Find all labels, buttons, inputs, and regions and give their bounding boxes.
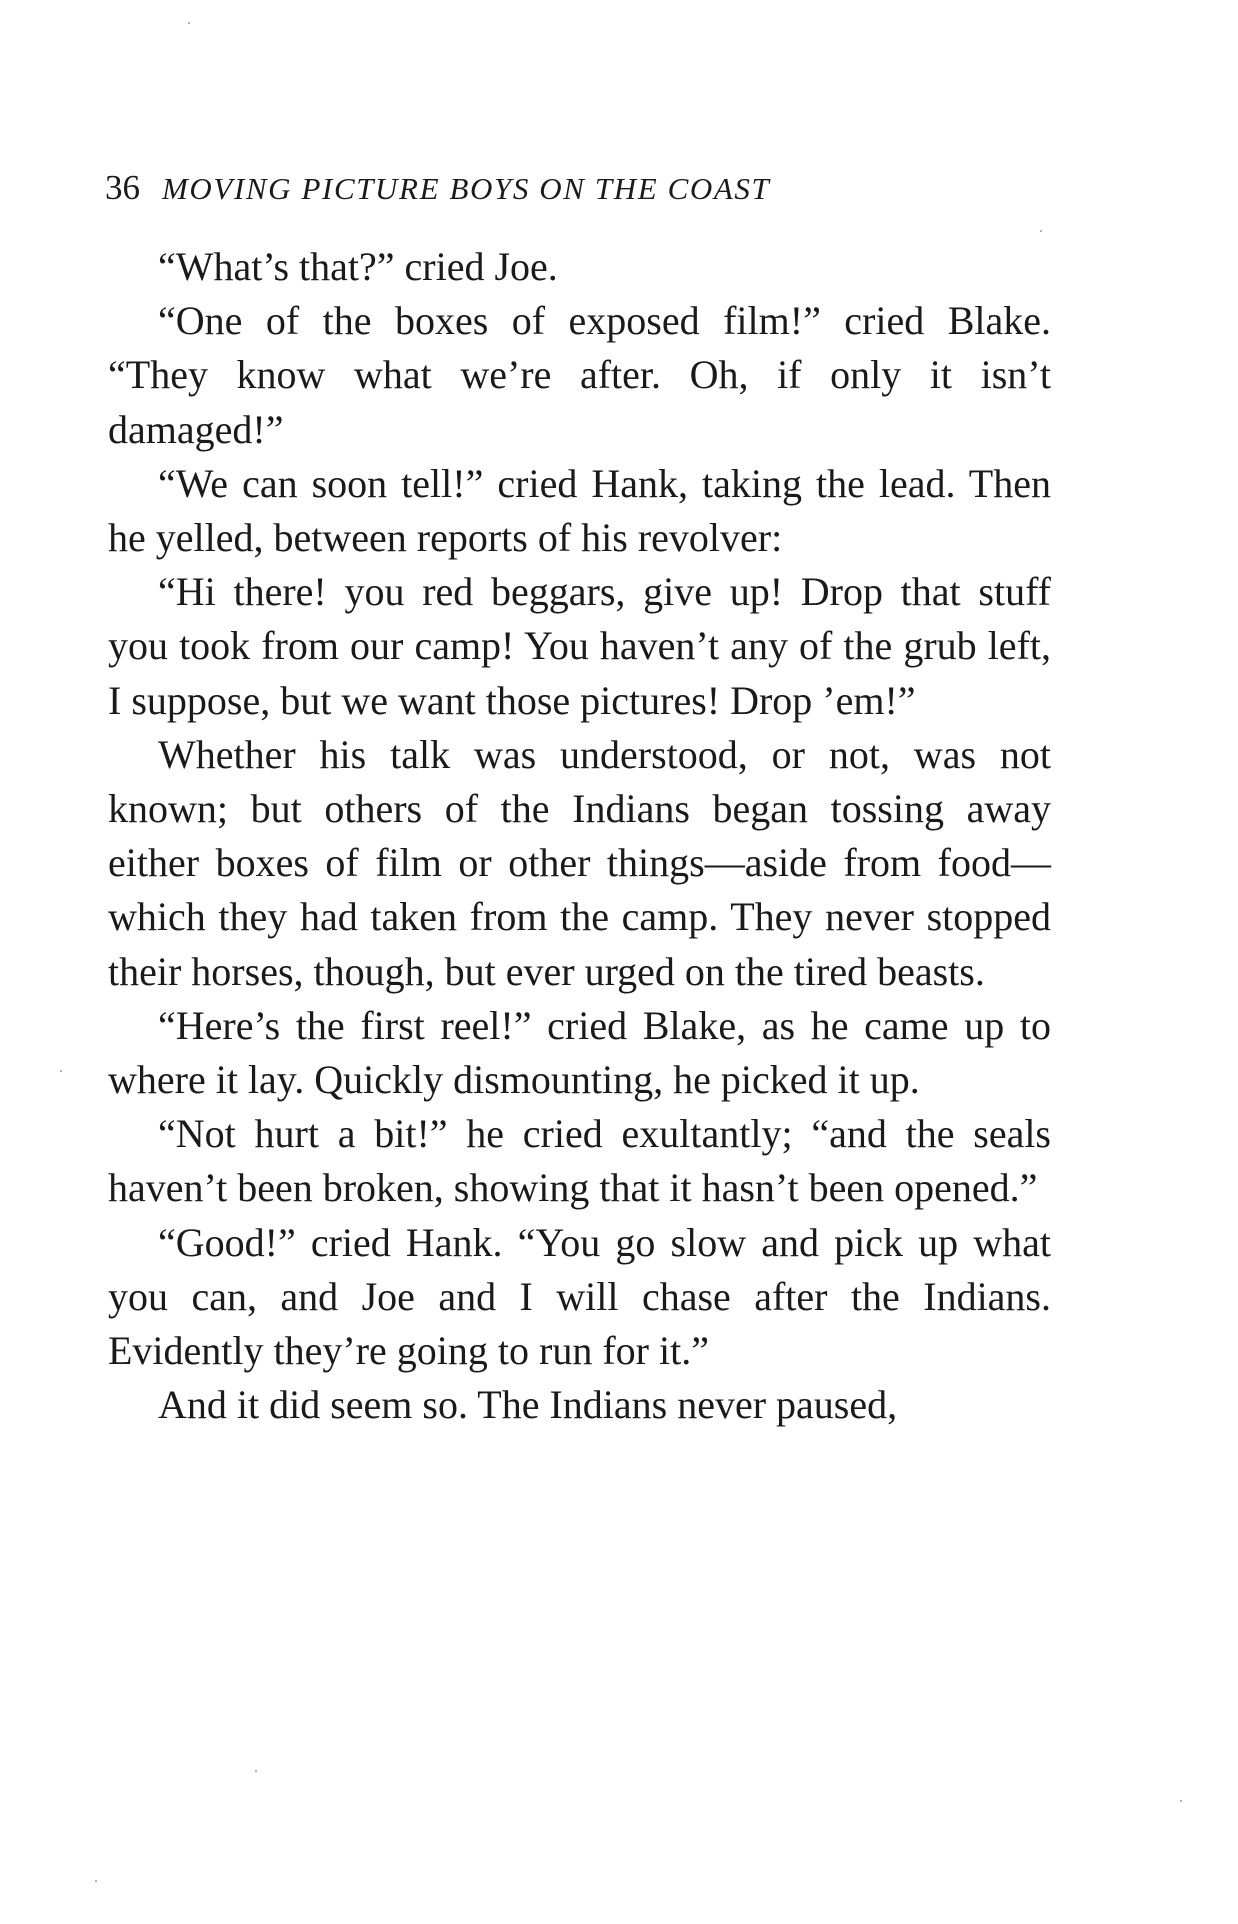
page-number: 36 [105, 168, 140, 207]
paper-speck [95, 1880, 97, 1882]
paragraph: And it did seem so. The Indians never paused, [158, 1382, 898, 1428]
book-title: MOVING PICTURE BOYS ON THE COAST [162, 171, 771, 206]
paper-speck [188, 22, 190, 24]
paragraph: “Hi there! you red beggars, give up! Drop that stuff you took from our camp! You haven’t any of the grub left, I suppose, but we want those pictures! Drop ’em!” [108, 569, 1051, 723]
paper-speck [255, 1770, 257, 1772]
paper-speck [60, 1070, 62, 1072]
paragraph: “Good!” cried Hank. “You go slow and pick up what you can, and Joe and I will chase after the Indians. Evidently they’re going to run for it.” [108, 1219, 1051, 1374]
paragraph: “Here’s the first reel!” cried Blake, as he came up to where it lay. Quickly dismounting, he picked it up. [108, 1002, 1051, 1103]
paragraph: “Not hurt a bit!” he cried exultantly; “and the seals haven’t been broken, showing that it hasn’t been opened.” [108, 1111, 1051, 1211]
paragraph: “We can soon tell!” cried Hank, taking the lead. Then he yelled, between reports of his revolver: [108, 460, 1051, 561]
body-text [108, 240, 1051, 1432]
paper-speck [1180, 1800, 1182, 1802]
paper-speck [1040, 230, 1042, 232]
running-head [105, 168, 1065, 218]
paragraph: “One of the boxes of exposed film!” cried Blake. “They know what we’re after. Oh, if only it isn’t damaged!” [108, 298, 1051, 452]
paragraph: “What’s that?” cried Joe. [158, 244, 558, 289]
paragraph: Whether his talk was understood, or not, was not known; but others of the Indians began tossing away either boxes of film or other things—aside from food—which they had taken from the camp. They never stopped their horses, though, but ever urged on the tired beasts. [108, 731, 1051, 994]
